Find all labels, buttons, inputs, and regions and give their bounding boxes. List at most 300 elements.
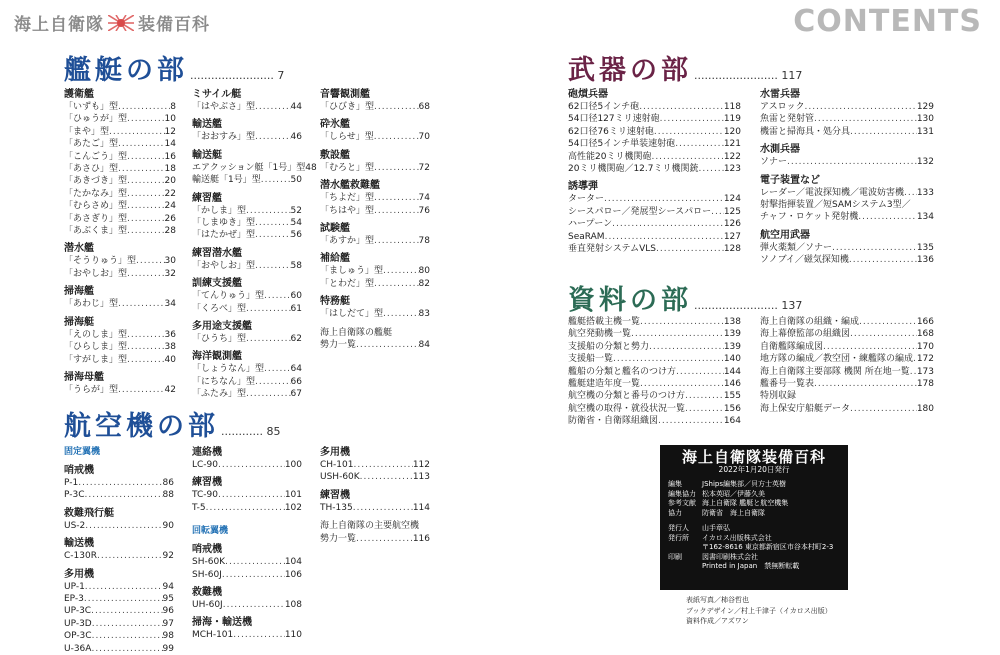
toc-entry-name: 54口径5インチ単装速射砲 (568, 139, 676, 150)
toc-entry-page: 61 (290, 303, 302, 314)
toc-entry-name: 「にちなん」型 (192, 376, 256, 387)
dot-leader (255, 101, 291, 113)
dot-leader (261, 174, 291, 186)
dot-leader (127, 113, 165, 125)
toc-entry[interactable] (568, 341, 741, 353)
dot-leader (685, 390, 724, 402)
toc-entry[interactable] (64, 298, 176, 310)
toc-entry[interactable] (192, 376, 302, 388)
dot-leader (91, 605, 162, 617)
toc-entry-page: 18 (164, 164, 176, 175)
dot-leader (136, 255, 165, 267)
toc-entry[interactable] (760, 211, 934, 223)
ships-toc-column-3 (320, 88, 430, 351)
toc-entry-name: アスロック (760, 102, 805, 112)
toc-entry-page: 34 (164, 299, 176, 310)
toc-text-line: 特別収録 (760, 391, 797, 402)
toc-entry-page: 48 (305, 162, 317, 173)
toc-entry-name: 「かしま」型 (192, 205, 247, 216)
toc-entry[interactable] (760, 403, 934, 415)
colophon-title: 海上自衛隊装備百科 (681, 448, 826, 466)
dot-leader (804, 101, 916, 113)
toc-entry[interactable] (320, 502, 430, 514)
toc-entry-page: 138 (723, 317, 741, 327)
toc-entry[interactable] (320, 471, 430, 483)
toc-entry[interactable] (64, 126, 176, 138)
toc-entry[interactable] (64, 138, 176, 150)
dot-leader (118, 384, 165, 396)
category-heading: 誘導弾 (568, 181, 598, 193)
toc-entry-name: T-5 (192, 502, 206, 513)
dot-leader (127, 175, 165, 187)
toc-entry[interactable] (192, 502, 302, 514)
toc-entry[interactable] (64, 113, 176, 125)
toc-entry[interactable] (192, 459, 302, 471)
toc-entry[interactable] (64, 213, 176, 225)
toc-entry[interactable] (760, 242, 934, 254)
toc-entry[interactable] (64, 268, 176, 280)
toc-entry[interactable] (192, 556, 302, 568)
toc-entry-page: 119 (723, 114, 741, 125)
toc-entry[interactable] (568, 126, 741, 138)
toc-entry[interactable] (568, 206, 741, 218)
toc-entry-name: 「てんりゅう」型 (192, 291, 265, 302)
toc-entry-name: 「とわだ」型 (320, 278, 375, 289)
toc-entry[interactable] (64, 581, 174, 593)
toc-entry-name: 「はやぶさ」型 (192, 102, 256, 112)
toc-entry-name: 「こんごう」型 (64, 151, 128, 162)
toc-entry-name: 「えのしま」型 (64, 329, 128, 340)
colophon-key: 協力 (668, 508, 682, 517)
toc-entry-page: 84 (418, 340, 430, 351)
toc-entry-name: P-1 (64, 478, 79, 488)
toc-entry-name: 防衛省・自衛隊組織図 (568, 416, 659, 427)
dot-leader (814, 378, 917, 390)
toc-entry-page: 40 (164, 354, 176, 365)
toc-entry[interactable] (64, 605, 174, 617)
category-heading: 練習艦 (192, 192, 222, 204)
category-heading: 救難機 (192, 587, 222, 599)
toc-entry[interactable] (320, 459, 430, 471)
brand-text-left: 海上自衛隊 (14, 15, 104, 35)
toc-entry-page: 66 (290, 376, 302, 387)
toc-entry-page: 14 (164, 139, 176, 150)
toc-entry[interactable] (568, 390, 741, 402)
category-heading: 輸送機 (64, 538, 94, 550)
toc-entry[interactable] (760, 113, 934, 125)
dot-leader (264, 290, 291, 302)
toc-entry[interactable] (568, 353, 741, 365)
colophon-editorial-rows (660, 480, 848, 518)
toc-entry[interactable] (192, 489, 302, 501)
toc-entry-page: 64 (290, 364, 302, 375)
toc-entry[interactable] (64, 477, 174, 489)
category-heading: 輸送艇 (192, 149, 222, 161)
dot-leader (118, 138, 165, 150)
brand-text-right: 装備百科 (138, 15, 210, 35)
toc-entry-name: SH-60K (192, 557, 226, 568)
toc-entry[interactable] (760, 101, 934, 113)
toc-entry[interactable] (64, 200, 176, 212)
toc-entry[interactable] (320, 278, 430, 290)
dot-leader (218, 489, 285, 501)
toc-entry-page: 178 (916, 379, 934, 390)
toc-entry[interactable] (192, 217, 302, 229)
toc-entry-page: 82 (418, 278, 430, 289)
toc-entry[interactable] (64, 255, 176, 267)
toc-entry[interactable] (760, 187, 934, 199)
category-heading: 水雷兵器 (760, 89, 800, 100)
colophon-row (660, 499, 848, 509)
dot-leader (127, 354, 165, 366)
toc-entry[interactable] (568, 378, 741, 390)
toc-entry-name: CH-101 (320, 460, 354, 470)
toc-entry[interactable] (568, 403, 741, 415)
toc-entry-page: 134 (916, 212, 934, 223)
toc-entry[interactable] (192, 290, 302, 302)
toc-entry-page: 110 (284, 630, 302, 641)
toc-entry[interactable] (568, 163, 741, 175)
docs-section-title: 資料の部 (568, 285, 692, 316)
rising-sun-flag-icon (108, 15, 134, 31)
dot-leader (787, 156, 917, 168)
category-heading: 砲熕兵器 (568, 89, 608, 100)
toc-entry[interactable] (192, 388, 302, 400)
toc-entry-name: 「すがしま」型 (64, 354, 128, 365)
dot-leader (859, 316, 917, 328)
ships-section-heading (64, 48, 284, 87)
toc-entry-name: 「しょうなん」型 (192, 364, 265, 375)
dot-leader (660, 113, 724, 125)
dot-leader (255, 131, 291, 143)
toc-entry-page: 20 (164, 176, 176, 187)
category-heading: 掃海艦 (64, 286, 94, 298)
toc-entry[interactable] (64, 593, 174, 605)
toc-entry[interactable] (64, 329, 176, 341)
toc-entry-name: 「ひゅうが」型 (64, 114, 128, 125)
category-heading: 救難飛行艇 (64, 507, 114, 519)
toc-entry-page: 102 (284, 502, 302, 513)
dot-leader (255, 217, 291, 229)
toc-entry[interactable] (568, 328, 741, 340)
credit-line: 表紙写真／柿谷哲也 (686, 596, 749, 604)
toc-entry[interactable] (192, 569, 302, 581)
toc-entry[interactable] (64, 188, 176, 200)
category-heading: 補給艦 (320, 253, 350, 265)
colophon-row (660, 490, 848, 500)
category-heading: 水測兵器 (760, 144, 800, 156)
toc-entry-page: 78 (418, 236, 430, 247)
toc-entry[interactable] (64, 151, 176, 163)
toc-entry-page: 180 (916, 403, 934, 414)
toc-entry[interactable] (320, 205, 430, 217)
toc-entry-page: 126 (723, 219, 741, 230)
toc-entry[interactable] (760, 366, 934, 378)
dot-leader (374, 205, 419, 217)
category-heading: 敷設艦 (320, 149, 350, 161)
toc-entry-page: 120 (723, 126, 741, 137)
toc-entry[interactable] (320, 533, 430, 545)
toc-entry-name: 支援船の分類と勢力 (568, 341, 650, 352)
toc-entry-name: USH-60K (320, 472, 360, 483)
toc-entry-page: 146 (723, 379, 741, 390)
category-heading: 訓練支援艦 (192, 278, 242, 290)
dot-leader (639, 101, 724, 113)
toc-entry-page: 139 (723, 341, 741, 352)
toc-entry-name: 62口径5インチ砲 (568, 102, 640, 112)
dot-leader (605, 231, 724, 243)
toc-entry[interactable] (64, 630, 174, 642)
toc-entry[interactable] (64, 225, 176, 237)
toc-entry[interactable] (64, 643, 174, 655)
toc-entry[interactable] (568, 218, 741, 230)
category-heading: 連絡機 (192, 447, 222, 458)
toc-entry[interactable] (568, 101, 741, 113)
toc-entry[interactable] (192, 205, 302, 217)
toc-entry-page: 32 (164, 268, 176, 279)
category-heading: 多用機 (64, 568, 94, 580)
toc-entry-page: 42 (164, 384, 176, 395)
colophon-value: 〒162-8616 東京都新宿区市谷本村町2-3 (702, 543, 834, 551)
toc-entry[interactable] (64, 101, 176, 113)
toc-entry[interactable] (64, 489, 174, 501)
toc-entry-name: 「ひびき」型 (320, 102, 375, 112)
dot-leader (222, 569, 285, 581)
toc-entry[interactable] (568, 366, 741, 378)
colophon-row (660, 524, 848, 534)
toc-entry-name: ソノブイ／磁気探知機 (760, 255, 849, 266)
toc-entry[interactable] (64, 354, 176, 366)
toc-entry-name: P-3C (64, 490, 85, 501)
toc-entry[interactable] (192, 363, 302, 375)
toc-entry[interactable] (192, 174, 302, 186)
dot-leader (353, 502, 413, 514)
toc-entry-page: 172 (916, 354, 934, 365)
toc-entry[interactable] (568, 231, 741, 243)
colophon-row (660, 543, 848, 553)
toc-entry-name: 「いずも」型 (64, 102, 119, 112)
dot-leader (97, 550, 163, 562)
toc-entry-name: SeaRAM (568, 231, 605, 242)
toc-entry-page: 113 (412, 472, 430, 483)
dot-leader (255, 229, 291, 241)
category-heading: 特務艇 (320, 296, 350, 308)
toc-entry-page: 10 (164, 114, 176, 125)
toc-entry[interactable] (320, 131, 430, 143)
toc-entry-name: エアクッション艇「1号」型 (192, 162, 306, 173)
toc-entry-name: 「たかなみ」型 (64, 188, 128, 199)
dot-leader (127, 329, 165, 341)
toc-entry[interactable] (760, 126, 934, 138)
dot-leader (604, 193, 724, 205)
toc-entry-page: 130 (916, 114, 934, 125)
toc-entry[interactable] (64, 163, 176, 175)
toc-entry-page: 170 (916, 341, 934, 352)
toc-entry-page: 155 (723, 391, 741, 402)
toc-entry-name: 弾火薬類／ソナー (760, 242, 833, 253)
dot-leader (84, 593, 163, 605)
toc-entry-name: 艦艇建造年度一覧 (568, 379, 641, 390)
dot-leader (255, 376, 291, 388)
weapons-section-page: ........................ 117 (694, 69, 803, 82)
dot-leader (685, 403, 724, 415)
toc-entry[interactable] (64, 384, 176, 396)
toc-entry-name: C-130R (64, 551, 97, 562)
toc-entry-name: 艦番号一覧表 (760, 379, 815, 390)
dot-leader (850, 403, 917, 415)
dot-leader (374, 101, 419, 113)
category-heading: 潜水艦 (64, 243, 94, 255)
dot-leader (356, 533, 413, 545)
toc-entry-name: 「おやしお」型 (64, 268, 128, 279)
colophon-value: イカロス出版株式会社 (702, 533, 772, 542)
dot-leader (127, 200, 165, 212)
toc-entry[interactable] (760, 353, 934, 365)
toc-entry[interactable] (568, 243, 741, 255)
category-heading: 多用途支援艦 (192, 321, 252, 333)
toc-entry-name: LC-90 (192, 460, 218, 470)
toc-entry-page: 22 (164, 188, 176, 199)
toc-entry[interactable] (760, 328, 934, 340)
toc-entry[interactable] (320, 308, 430, 320)
toc-entry-page: 125 (723, 206, 741, 217)
toc-entry[interactable] (760, 254, 934, 266)
dot-leader (78, 477, 162, 489)
toc-entry[interactable] (320, 339, 430, 351)
colophon-key: 編集 (668, 480, 682, 488)
dot-leader (109, 126, 165, 138)
toc-entry-page: 95 (162, 594, 174, 605)
toc-entry[interactable] (192, 260, 302, 272)
docs-section-heading (568, 278, 802, 317)
toc-text-line: 射撃指揮装置／短SAMシステム3型／ (760, 200, 911, 211)
toc-entry[interactable] (320, 265, 430, 277)
group-heading: 固定翼機 (64, 447, 101, 457)
colophon-value: 松本英昭／伊藤久美 (702, 489, 765, 498)
dot-leader (823, 341, 917, 353)
toc-entry[interactable] (760, 156, 934, 168)
toc-entry[interactable] (192, 162, 317, 174)
toc-entry-page: 123 (723, 164, 741, 175)
colophon-row (660, 534, 848, 544)
toc-entry[interactable] (568, 138, 741, 150)
colophon-key: 参考文献 (668, 499, 696, 507)
category-heading: 練習機 (320, 489, 350, 501)
dot-leader (91, 643, 162, 655)
category-heading: 掃海艇 (64, 316, 94, 328)
toc-entry-name: UP-3D (64, 618, 92, 629)
aircraft-section-heading (64, 404, 280, 443)
toc-entry[interactable] (192, 303, 302, 315)
toc-entry[interactable] (192, 229, 302, 241)
toc-entry-name: 「ひうち」型 (192, 334, 247, 345)
ships-toc-column-2 (192, 88, 317, 401)
toc-entry[interactable] (64, 175, 176, 187)
toc-entry[interactable] (568, 415, 741, 427)
toc-entry-page: 30 (164, 256, 176, 267)
toc-entry-page: 104 (284, 557, 302, 568)
colophon-value: Printed in Japan 禁無断転載 (702, 562, 800, 570)
toc-entry[interactable] (568, 113, 741, 125)
weapons-section-heading (568, 48, 802, 87)
weapons-toc-column-2 (760, 88, 934, 267)
toc-entry-name: 「あぶくま」型 (64, 226, 128, 237)
toc-entry[interactable] (64, 550, 174, 562)
group-heading: 回転翼機 (192, 526, 229, 537)
toc-entry[interactable] (192, 599, 302, 611)
toc-entry-name: 「あたご」型 (64, 139, 119, 150)
toc-entry-name: 高性能20ミリ機関砲 (568, 151, 652, 162)
toc-entry[interactable] (192, 101, 302, 113)
toc-entry[interactable] (320, 192, 430, 204)
dot-leader (613, 353, 724, 365)
toc-entry[interactable] (64, 520, 174, 532)
toc-entry-name: 「あわじ」型 (64, 299, 119, 310)
toc-entry[interactable] (192, 131, 302, 143)
toc-entry-name: 「しまゆき」型 (192, 218, 256, 229)
toc-entry-name: 「そうりゅう」型 (64, 256, 137, 267)
toc-text-line: 海上自衛隊の艦艇 (320, 327, 393, 338)
dot-leader (656, 243, 724, 255)
dot-leader (675, 138, 724, 150)
dot-leader (699, 163, 724, 175)
toc-entry[interactable] (568, 151, 741, 163)
toc-entry-name: 「まや」型 (64, 126, 110, 137)
toc-entry[interactable] (320, 101, 430, 113)
toc-entry-page: 56 (290, 230, 302, 241)
dot-leader (374, 162, 419, 174)
toc-entry[interactable] (568, 193, 741, 205)
toc-entry-name: 「ふたみ」型 (192, 389, 247, 400)
toc-entry[interactable] (64, 341, 176, 353)
toc-entry[interactable] (760, 378, 934, 390)
dot-leader (246, 388, 291, 400)
toc-entry-page: 96 (162, 606, 174, 617)
toc-entry-page: 99 (162, 643, 174, 654)
toc-entry-page: 118 (723, 102, 741, 112)
toc-entry[interactable] (320, 235, 430, 247)
toc-entry-page: 136 (916, 255, 934, 266)
toc-entry-name: 勢力一覧 (320, 340, 357, 351)
dot-leader (374, 235, 419, 247)
toc-entry[interactable] (568, 316, 741, 328)
toc-entry-page: 54 (290, 218, 302, 229)
toc-entry-page: 116 (412, 533, 430, 544)
colophon-value: 防衛省 海上自衛隊 (702, 508, 765, 517)
category-heading: 海洋観測艦 (192, 351, 242, 363)
dot-leader (127, 213, 165, 225)
aircraft-toc-column-2 (192, 446, 302, 642)
weapons-toc-column-1 (568, 88, 741, 255)
toc-entry[interactable] (320, 162, 430, 174)
toc-entry-name: 自衛艦隊編成図 (760, 341, 824, 352)
toc-entry-page: 26 (164, 213, 176, 224)
category-heading: 航空用武器 (760, 229, 810, 241)
toc-entry[interactable] (760, 341, 934, 353)
dot-leader (711, 206, 724, 218)
toc-entry[interactable] (192, 333, 302, 345)
toc-entry-name: 航空発動機一覧 (568, 329, 632, 340)
toc-entry[interactable] (64, 618, 174, 630)
colophon-publisher-rows (660, 524, 848, 572)
dot-leader (849, 254, 917, 266)
toc-entry[interactable] (760, 316, 934, 328)
toc-entry-name: 海上自衛隊主要部隊 機関 所在地一覧 (760, 366, 910, 377)
category-heading: 砕氷艦 (320, 119, 350, 131)
toc-entry-page: 86 (162, 478, 174, 488)
credit-line: 資料作成／アズワン (686, 617, 749, 625)
brand-title (14, 10, 210, 35)
